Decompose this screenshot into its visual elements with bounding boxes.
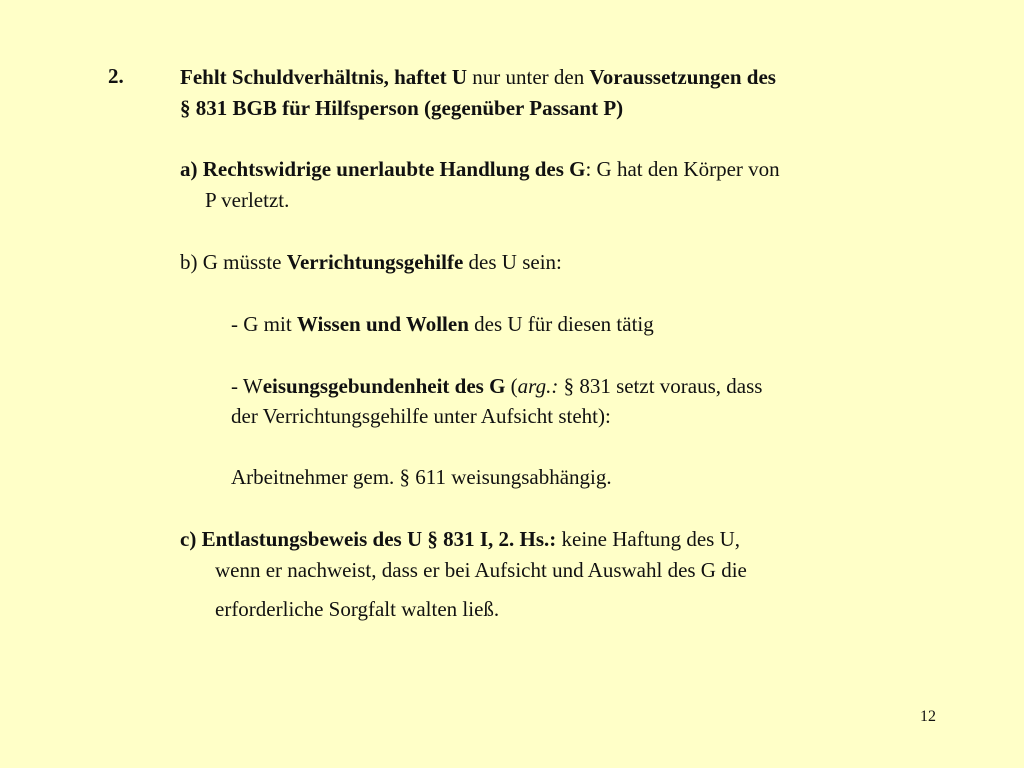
heading-line-2: § 831 BGB für Hilfsperson (gegenüber Passant P)	[180, 96, 624, 120]
point-b-suffix: des U sein:	[463, 250, 562, 274]
bullet-3-line: Arbeitnehmer gem. § 611 weisungsabhängig.	[231, 465, 612, 489]
heading-bold-2: Voraussetzungen des	[589, 65, 776, 89]
point-a-label: a) Rechtswidrige unerlaubte Handlung des G	[180, 157, 586, 181]
bullet-1-prefix: - G mit	[231, 312, 297, 336]
heading-bold-1: Fehlt Schuldverhältnis, haftet U	[180, 65, 468, 89]
point-b-bold: Verrichtungsgehilfe	[286, 250, 464, 274]
point-a-line-2: P verletzt.	[205, 188, 290, 212]
bullet-2-suffix: § 831 setzt voraus, dass	[558, 374, 763, 398]
bullet-1-line	[231, 311, 654, 337]
bullet-2-line-2: der Verrichtungsgehilfe unter Aufsicht steht):	[231, 404, 611, 428]
bullet-2-line-1	[231, 373, 762, 399]
bullet-2-italic: arg.:	[517, 374, 559, 398]
point-c-label: c) Entlastungsbeweis des U § 831 I, 2. Hs.:	[180, 527, 557, 551]
point-b-prefix: b) G müsste	[180, 250, 287, 274]
point-b-line	[180, 249, 562, 275]
bullet-2-bold: eisungsgebundenheit des G	[262, 374, 506, 398]
bullet-2-paren: (	[505, 374, 518, 398]
heading-number: 2.	[108, 64, 124, 88]
bullet-1-suffix: des U für diesen tätig	[468, 312, 654, 336]
point-c-line-1	[180, 526, 740, 552]
bullet-1-bold: Wissen und Wollen	[296, 312, 469, 336]
point-a-text-1: : G hat den Körper von	[585, 157, 780, 181]
bullet-2-prefix: - W	[231, 374, 263, 398]
point-c-text-1: keine Haftung des U,	[556, 527, 740, 551]
point-a-line-1	[180, 156, 780, 182]
page-number: 12	[920, 708, 936, 725]
point-c-line-2: wenn er nachweist, dass er bei Aufsicht und Auswahl des G die	[215, 558, 747, 582]
heading-line-1	[180, 64, 776, 90]
point-c-line-3: erforderliche Sorgfalt walten ließ.	[215, 597, 500, 621]
heading-text-1: nur unter den	[467, 65, 590, 89]
